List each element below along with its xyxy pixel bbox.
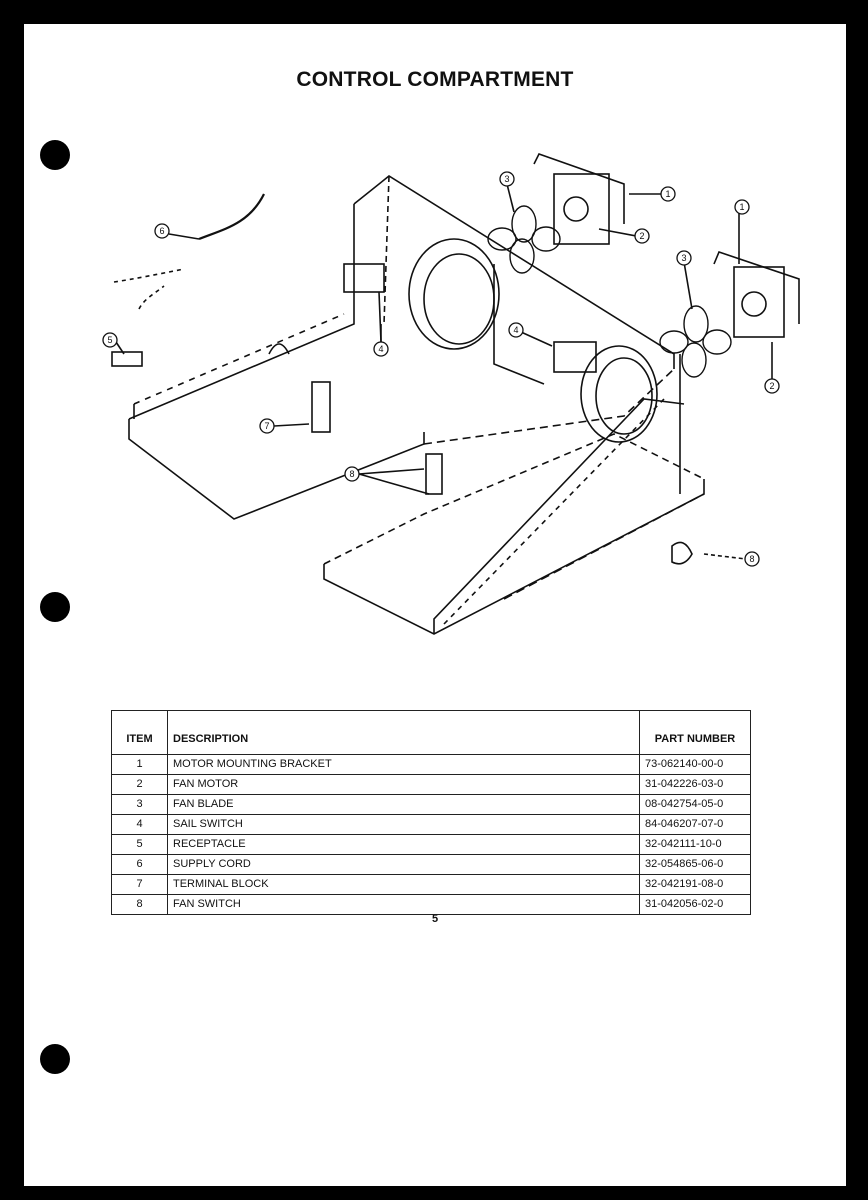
table-row — [112, 755, 751, 775]
description-cell: FAN SWITCH — [168, 895, 640, 915]
part-number-cell: 32-042111-10-0 — [640, 835, 751, 855]
table-row — [112, 895, 751, 915]
callout-label: 7 — [264, 421, 270, 431]
part-number-cell: 08-042754-05-0 — [640, 795, 751, 815]
table-row — [112, 815, 751, 835]
item-cell: 1 — [112, 755, 168, 775]
callout-label: 1 — [739, 202, 745, 212]
table-row — [112, 835, 751, 855]
callout-label: 5 — [107, 335, 113, 345]
callout-label: 8 — [749, 554, 755, 564]
item-cell: 3 — [112, 795, 168, 815]
part-number-cell: 84-046207-07-0 — [640, 815, 751, 835]
description-cell: SAIL SWITCH — [168, 815, 640, 835]
part-number-cell: 31-042226-03-0 — [640, 775, 751, 795]
page-number: 5 — [431, 913, 439, 925]
callout-label: 4 — [513, 325, 519, 335]
callout-label: 4 — [378, 344, 384, 354]
item-cell: 5 — [112, 835, 168, 855]
page-title: CONTROL COMPARTMENT — [296, 68, 574, 91]
exploded-parts-diagram — [24, 24, 846, 664]
callout-label: 3 — [681, 253, 687, 263]
table-row — [112, 875, 751, 895]
part-number-cell: 31-042056-02-0 — [640, 895, 751, 915]
description-cell: MOTOR MOUNTING BRACKET — [168, 755, 640, 775]
item-cell: 6 — [112, 855, 168, 875]
header-description: DESCRIPTION — [168, 711, 640, 755]
table-row — [112, 795, 751, 815]
parts-table — [111, 710, 751, 915]
description-cell: FAN BLADE — [168, 795, 640, 815]
callout-label: 6 — [159, 226, 165, 236]
part-number-cell: 32-054865-06-0 — [640, 855, 751, 875]
part-number-cell: 32-042191-08-0 — [640, 875, 751, 895]
item-cell: 7 — [112, 875, 168, 895]
description-cell: RECEPTACLE — [168, 835, 640, 855]
table-header-row — [112, 711, 751, 755]
table-row — [112, 855, 751, 875]
description-cell: SUPPLY CORD — [168, 855, 640, 875]
description-cell: FAN MOTOR — [168, 775, 640, 795]
item-cell: 8 — [112, 895, 168, 915]
document-page — [24, 24, 846, 1186]
callout-label: 1 — [665, 189, 671, 199]
binder-hole-bottom — [40, 1044, 70, 1074]
callout-label: 3 — [504, 174, 510, 184]
callout-label: 8 — [349, 469, 355, 479]
header-item: ITEM — [112, 711, 168, 755]
description-cell: TERMINAL BLOCK — [168, 875, 640, 895]
item-cell: 4 — [112, 815, 168, 835]
callout-label: 2 — [769, 381, 775, 391]
header-part-number: PART NUMBER — [640, 711, 751, 755]
callout-label: 2 — [639, 231, 645, 241]
item-cell: 2 — [112, 775, 168, 795]
table-row — [112, 775, 751, 795]
part-number-cell: 73-062140-00-0 — [640, 755, 751, 775]
